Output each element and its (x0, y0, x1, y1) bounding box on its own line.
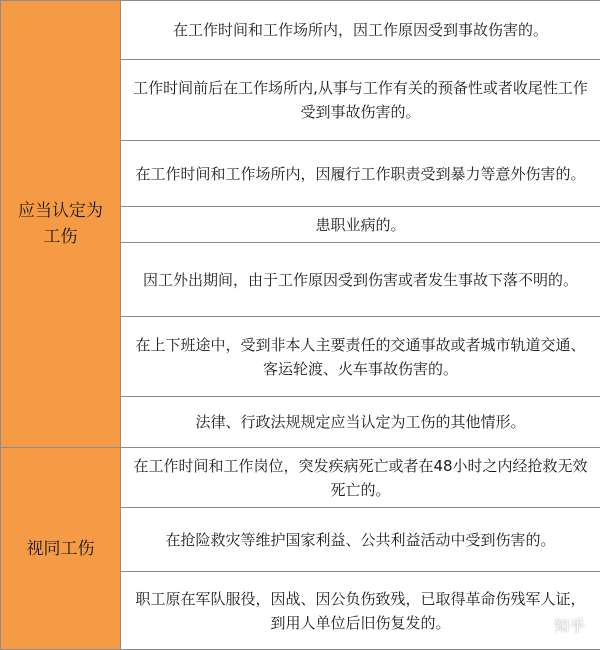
condition-cell: 患职业病的。 (121, 207, 600, 243)
category-label: 应当认定为工伤 (18, 201, 103, 247)
condition-cell: 因工外出期间，由于工作原因受到伤害或者发生事故下落不明的。 (121, 243, 600, 317)
category-cell-deemed-injury (1, 448, 121, 650)
category-cell-work-injury (1, 1, 121, 448)
condition-cell: 在上下班途中，受到非本人主要责任的交通事故或者城市轨道交通、客运轮渡、火车事故伤害的。 (121, 317, 600, 397)
table-row (1, 1, 600, 60)
condition-cell: 职工原在军队服役，因战、因公负伤致残，已取得革命伤残军人证，到用人单位后旧伤复发的。 (121, 572, 600, 650)
condition-cell: 在抢险救灾等维护国家利益、公共利益活动中受到伤害的。 (121, 508, 600, 572)
condition-cell: 工作时间前后在工作场所内,从事与工作有关的预备性或者收尾性工作受到事故伤害的。 (121, 60, 600, 141)
condition-cell: 在工作时间和工作场所内，因工作原因受到事故伤害的。 (121, 1, 600, 60)
condition-cell: 在工作时间和工作场所内，因履行工作职责受到暴力等意外伤害的。 (121, 141, 600, 207)
condition-cell: 法律、行政法规规定应当认定为工伤的其他情形。 (121, 397, 600, 448)
category-label: 视同工伤 (26, 538, 95, 559)
condition-cell: 在工作时间和工作岗位，突发疾病死亡或者在48小时之内经抢救无效死亡的。 (121, 448, 600, 508)
table-row (1, 448, 600, 508)
watermark-logo: 知乎 (553, 617, 586, 635)
